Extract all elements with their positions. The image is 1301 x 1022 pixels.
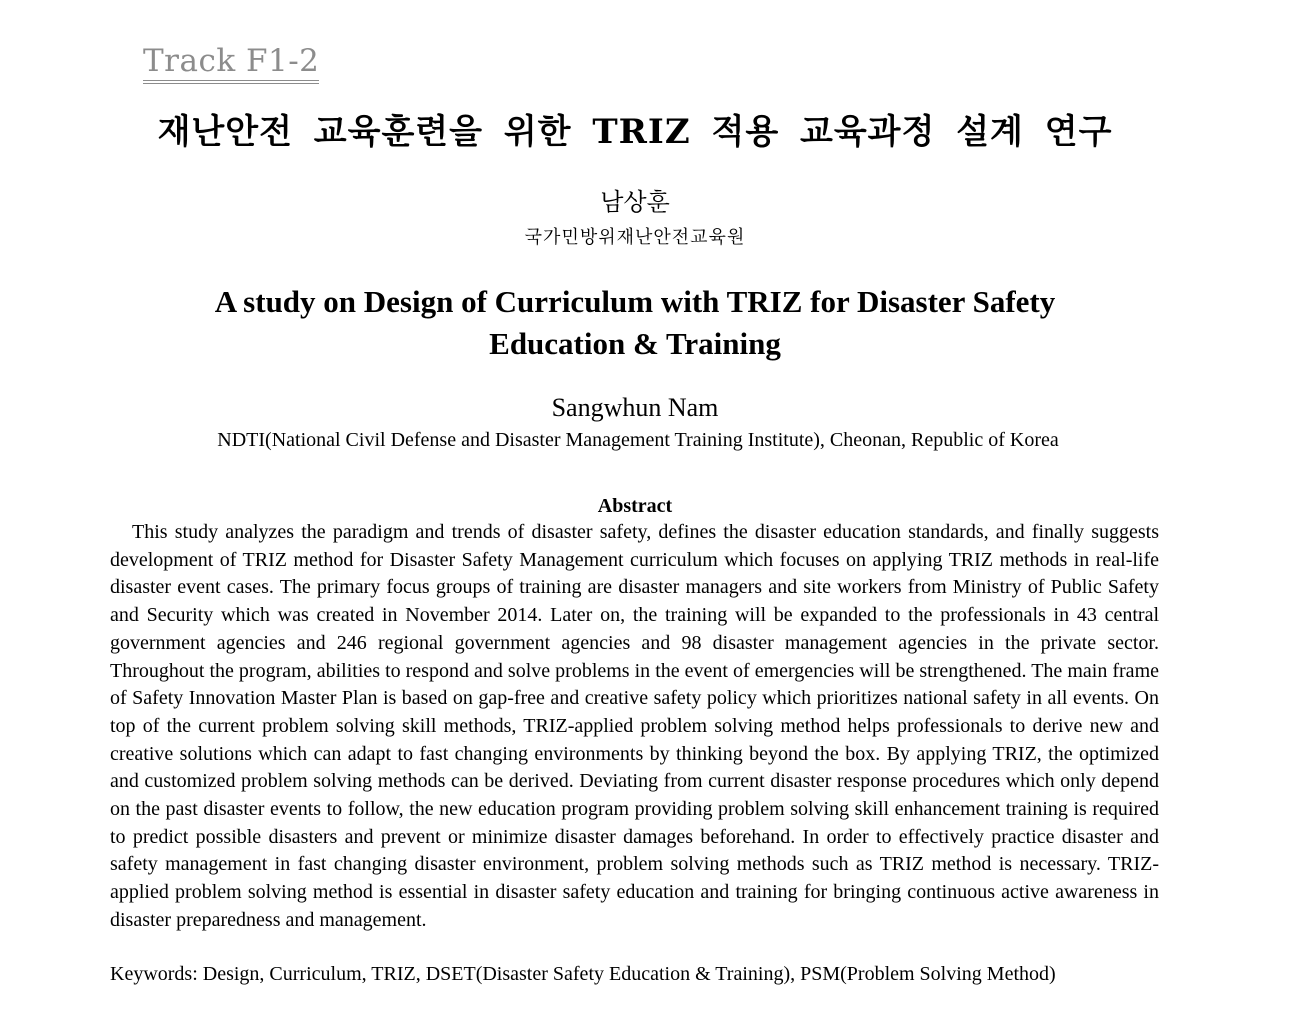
abstract-body: This study analyzes the paradigm and trends of disaster safety, defines the disaster education standards, and finally suggests development of TRIZ method for Disaster Safety Management curriculum which focuses on applying TRIZ methods in real-life disaster event cases. The primary focus groups of training are disaster managers and site workers from Ministry of Public Safety and Security which was created in November 2014. Later on, the training will be expanded to the professionals in 43 central government agencies and 246 regional government agencies and 98 disaster management agencies in the private sector. Throughout the program, abilities to respond and solve problems in the event of emergencies will be strengthened. The main frame of Safety Innovation Master Plan is based on gap-free and creative safety policy which prioritizes national safety in all events. On top of the current problem solving skill methods, TRIZ-applied problem solving method helps professionals to derive new and creative solutions which can adapt to fast changing environments by thinking beyond the box. By applying TRIZ, the optimized and customized problem solving methods can be derived. Deviating from current disaster response procedures which only depend on the past disaster events to follow, the new education program providing problem solving skill enhancement training is required to predict possible disasters and prevent or minimize disaster damages beforehand. In order to effectively practice disaster and safety management in fast changing disaster environment, problem solving methods such as TRIZ method is necessary. TRIZ-applied problem solving method is essential in disaster safety education and training for bringing continuous active awareness in disaster preparedness and management. — [110, 521, 1159, 931]
korean-affiliation: 국가민방위재난안전교육원 — [524, 227, 746, 248]
english-author: Sangwhun Nam — [551, 393, 719, 422]
korean-author: 남상훈 — [600, 188, 670, 216]
abstract-heading: Abstract — [597, 495, 673, 517]
keywords: Keywords: Design, Curriculum, TRIZ, DSET(Disaster Safety Education & Training), PSM(Problem Solving Method) — [110, 963, 1056, 985]
english-title — [0, 281, 1270, 365]
track-label: Track F1-2 — [143, 42, 319, 84]
english-affiliation: NDTI(National Civil Defense and Disaster Management Training Institute), Cheonan, Republic of Korea — [217, 429, 1059, 451]
korean-title: 재난안전 교육훈련을 위한 TRIZ 적용 교육과정 설계 연구 — [157, 112, 1113, 152]
english-title-line1: A study on Design of Curriculum with TRIZ for Disaster Safety — [214, 284, 1056, 319]
english-title-line2: Education & Training — [489, 326, 781, 361]
